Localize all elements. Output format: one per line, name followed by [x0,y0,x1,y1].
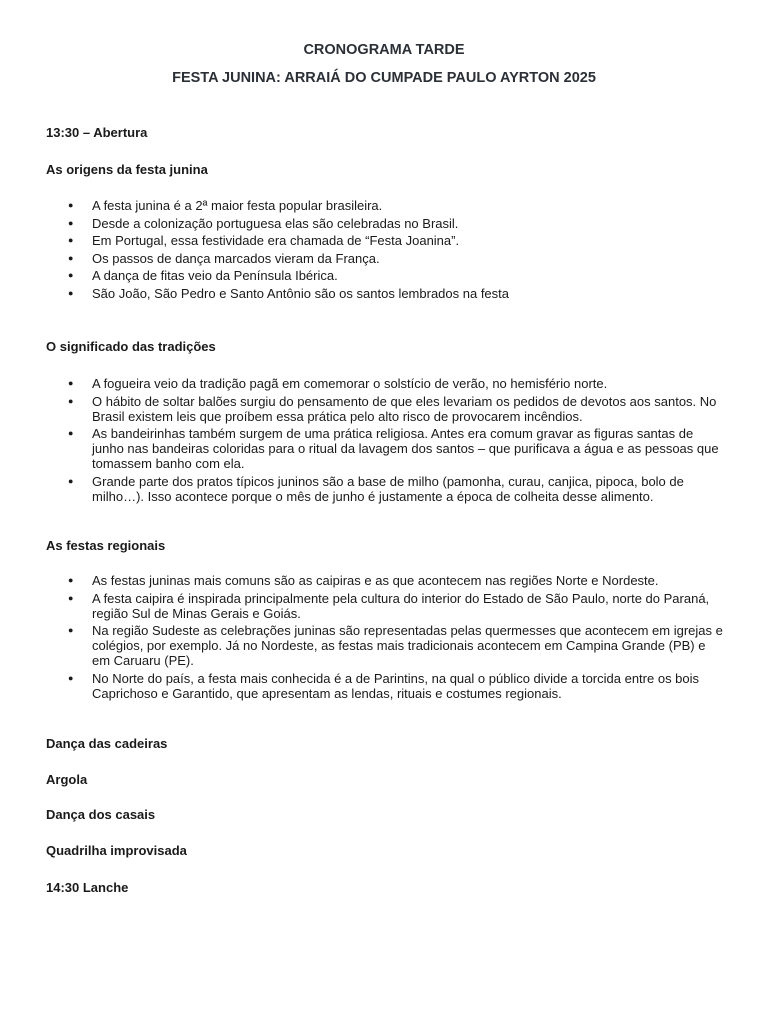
list-item: ● No Norte do país, a festa mais conhecida é a de Parintins, na qual o público divide a torcida entre os bois Caprichoso e Garantido, que apresentam as lendas, rituais e costumes regionais. [46,671,726,701]
list-item: ● Os passos de dança marcados vieram da França. [46,251,726,266]
activity-quadrilha: Quadrilha improvisada [46,843,187,858]
section-heading-traditions: O significado das tradições [46,339,216,354]
list-item: ● A dança de fitas veio da Península Ibérica. [46,268,726,283]
activity-couples-dance: Dança dos casais [46,807,156,822]
list-item: ● As festas juninas mais comuns são as caipiras e as que acontecem nas regiões Norte e Nordeste. [46,573,726,588]
list-item: ● Em Portugal, essa festividade era chamada de “Festa Joanina”. [46,233,726,248]
list-item: ● O hábito de soltar balões surgiu do pensamento de que eles levariam os pedidos de devotos aos santos. No Brasil existem leis que proíbem essa prática pelo alto risco de provocarem incêndios. [46,394,726,424]
schedule-snack: 14:30 Lanche [46,880,129,895]
section-heading-origins: As origens da festa junina [46,162,208,177]
page-subtitle: FESTA JUNINA: ARRAIÁ DO CUMPADE PAULO AYRTON 2025 [172,70,596,86]
list-item: ● Grande parte dos pratos típicos juninos são a base de milho (pamonha, curau, canjica, pipoca, bolo de milho…). Isso acontece porque o mês de junho é justamente a época de colheita desse alimento. [46,474,726,504]
list-item: ● A fogueira veio da tradição pagã em comemorar o solstício de verão, no hemisfério norte. [46,376,726,391]
list-item: ● Na região Sudeste as celebrações juninas são representadas pelas quermesses que acontecem em igrejas e colégios, por exemplo. Já no Nordeste, as festas mais tradicionais acontecem em Campina Grande (PB) e em Caruaru (PE). [46,623,726,668]
page-title: CRONOGRAMA TARDE [303,42,465,58]
section-heading-regional: As festas regionais [46,538,166,553]
bullet-list-regional [46,573,726,703]
list-item: ● A festa junina é a 2ª maior festa popular brasileira. [46,198,726,213]
activity-ring-toss: Argola [46,772,88,787]
bullet-list-origins [46,198,726,303]
list-item: ● Desde a colonização portuguesa elas são celebradas no Brasil. [46,216,726,231]
list-item: ● A festa caipira é inspirada principalmente pela cultura do interior do Estado de São Paulo, norte do Paraná, região Sul de Minas Gerais e Goiás. [46,591,726,621]
list-item: ● São João, São Pedro e Santo Antônio são os santos lembrados na festa [46,286,726,301]
activity-musical-chairs: Dança das cadeiras [46,736,168,751]
bullet-list-traditions [46,376,726,506]
schedule-opening: 13:30 – Abertura [46,125,148,140]
list-item: ● As bandeirinhas também surgem de uma prática religiosa. Antes era comum gravar as figuras santas de junho nas bandeiras coloridas para o ritual da lavagem dos santos – que purificava a água e as pessoas que tomassem banho com ela. [46,426,726,471]
